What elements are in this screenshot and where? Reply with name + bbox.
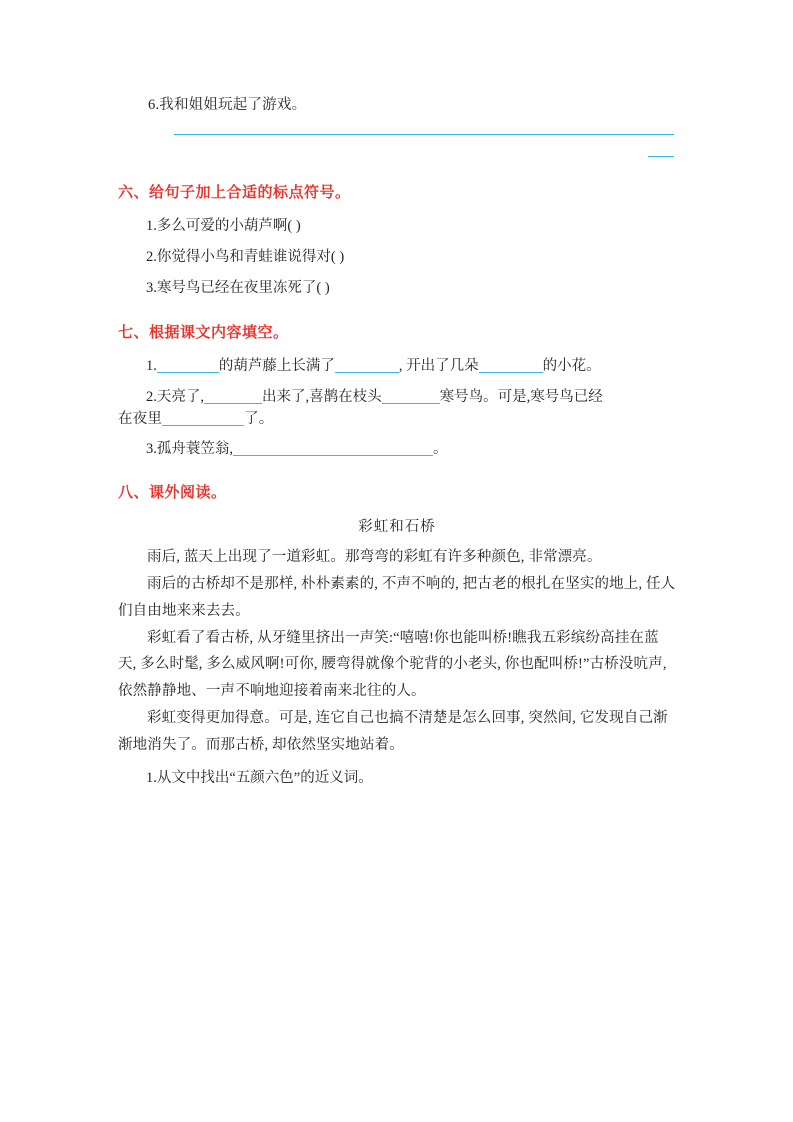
section-6-item-3: 3.寒号鸟已经在夜里冻死了( )	[146, 280, 330, 297]
item-3-text-a: 3.孤舟蓑笠翁,	[146, 440, 233, 457]
item-3-text-b: 。	[433, 440, 448, 457]
item-2-text-b: 出来了,喜鹊在枝头	[262, 388, 382, 405]
item-1-text-d: 的小花。	[542, 357, 601, 374]
item-2-text-c: 寒号鸟。可是,寒号鸟已经	[439, 388, 603, 405]
fill-blank-2c[interactable]	[162, 411, 244, 426]
item-2-text-d: 在夜里	[118, 410, 163, 427]
article-title: 彩虹和石桥	[358, 519, 436, 536]
fill-blank-2b[interactable]	[382, 389, 440, 404]
section-6-heading: 六、给句子加上合适的标点符号。	[118, 185, 351, 202]
section-7-heading: 七、根据课文内容填空。	[118, 324, 289, 341]
section-6-item-1: 1.多么可爱的小葫芦啊( )	[146, 218, 301, 235]
fill-blank-1b[interactable]	[335, 358, 399, 373]
section-7-item-2	[118, 386, 676, 409]
item-1-text-c: , 开出了几朵	[398, 357, 479, 374]
item-1-text-b: 的葫芦藤上长满了	[218, 357, 335, 374]
article-paragraph-4: 彩虹变得更加得意。可是, 连它自己也搞不清楚是怎么回事, 突然间, 它发现自己渐渐地消失了。而那古桥, 却依然坚实地站着。	[118, 710, 668, 753]
item-2-text-a: 2.天亮了,	[146, 388, 204, 405]
fill-blank-1c[interactable]	[479, 358, 543, 373]
article-paragraph-1: 雨后, 蓝天上出现了一道彩虹。那弯弯的彩虹有许多种颜色, 非常漂亮。	[147, 549, 602, 566]
answer-rule-long[interactable]	[174, 134, 674, 135]
article-question-1: 1.从文中找出“五颜六色”的近义词。	[146, 769, 373, 786]
item-1-label: 1.	[146, 357, 157, 374]
fill-blank-2a[interactable]	[204, 389, 262, 404]
fill-blank-1a[interactable]	[157, 358, 219, 373]
item-2-text-e: 了。	[244, 410, 274, 427]
worksheet-content	[118, 95, 676, 790]
section-7-item-2-cont	[118, 409, 676, 430]
question-6: 6.我和姐姐玩起了游戏。	[148, 97, 307, 113]
section-7-item-1	[118, 355, 676, 378]
article-paragraph-3: 彩虹看了看古桥, 从牙缝里挤出一声笑:“嘻嘻!你也能叫桥!瞧我五彩缤纷高挂在蓝天, 多么时髦, 多么威风啊!可你, 腰弯得就像个驼背的小老头, 你也配叫桥!”古桥没吭声, 依然静静地、一声不响地迎接着南来北往的人。	[118, 629, 667, 700]
article-paragraph-2: 雨后的古桥却不是那样, 朴朴素素的, 不声不响的, 把古老的根扎在坚实的地上, 任人们自由地来来去去。	[118, 575, 676, 619]
section-7-item-3	[118, 438, 676, 461]
section-8-heading: 八、课外阅读。	[118, 485, 227, 502]
fill-blank-3a[interactable]	[233, 441, 433, 456]
section-6-item-2: 2.你觉得小鸟和青蛙谁说得对( )	[146, 249, 345, 266]
